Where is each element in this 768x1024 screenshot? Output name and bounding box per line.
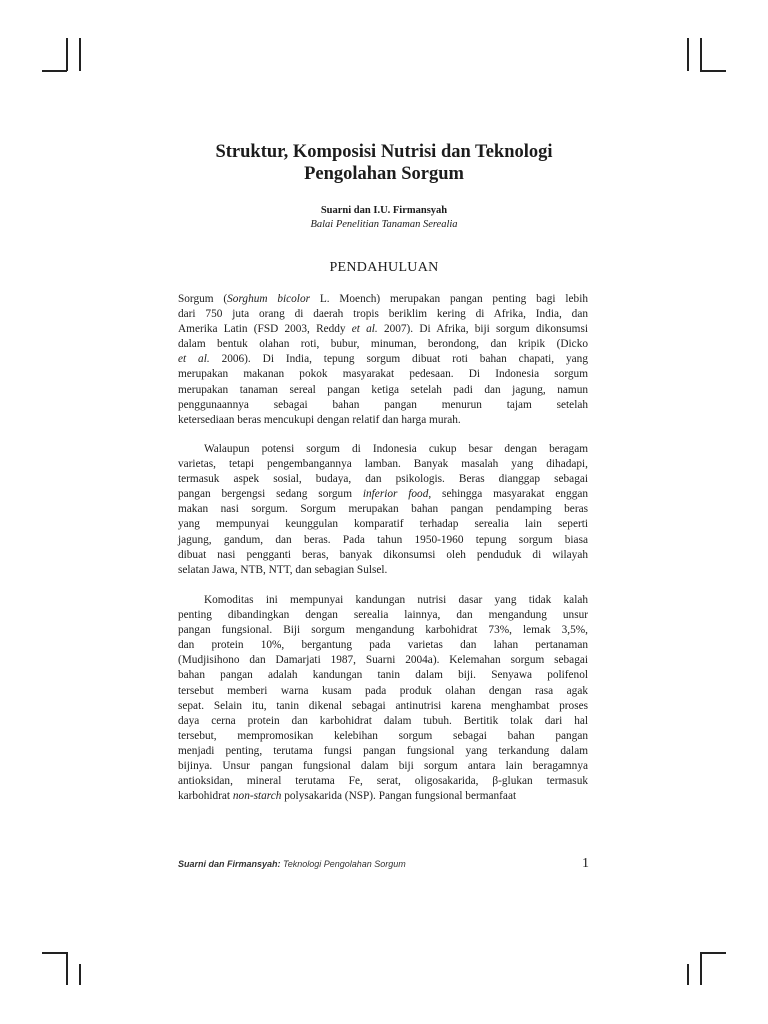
text-run: , sehingga masyarakat enggan: [428, 488, 589, 501]
text-run: dari 750 juta orang di daerah tropis beriklim kering di Afrika, India, dan: [178, 308, 588, 321]
text-run: bijinya. Unsur pangan fungsional dalam biji sorgum antara lain beragamnya: [178, 760, 588, 773]
text-run: polysakarida (NSP). Pangan fungsional bermanfaat: [281, 790, 517, 803]
footer-authors: Suarni dan Firmansyah: [178, 859, 278, 869]
text-line: [178, 548, 588, 563]
text-line: [178, 442, 588, 457]
text-line: [178, 744, 588, 759]
text-run: menjadi penting, terutama fungsi pangan fungsional yang terkandung dalam: [178, 744, 588, 757]
text-run: merupakan tanaman sereal pangan ketiga setelah padi dan jagung, namun: [178, 383, 588, 396]
text-run: daya cerna protein dan karbohidrat dalam tubuh. Bertitik tolak dari hal: [178, 714, 588, 727]
footer-title: Teknologi Pengolahan Sorgum: [280, 859, 406, 869]
text-line: [178, 517, 588, 532]
crop-mark-line: [700, 952, 726, 954]
text-line: [178, 729, 588, 744]
text-line: [178, 398, 588, 413]
text-run: tersebut memberi warna kusam pada produk olahan dengan rasa agak: [178, 684, 588, 697]
italic-text: Sorghum bicolor: [227, 293, 310, 305]
text-run: tersebut, mempromosikan kelebihan sorgum sebagai bahan pangan: [178, 729, 588, 742]
text-run: Sorgum (: [178, 293, 228, 305]
text-run: dan protein 10%, bergantung pada varietas dan lahan pertanaman: [178, 639, 588, 652]
text-line: [178, 352, 588, 367]
crop-mark-line: [700, 70, 726, 72]
author-affiliation: Balai Penelitian Tanaman Serealia: [310, 219, 458, 230]
text-run: yang mempunyai keunggulan komparatif terhadap serealia lain seperti: [178, 518, 588, 531]
crop-mark-line: [700, 38, 702, 71]
body-paragraph: [178, 292, 588, 428]
body-paragraph: [178, 593, 588, 804]
text-run: bahan pangan adalah kandungan tanin dalam biji. Senyawa polifenol: [178, 669, 588, 682]
text-line: [178, 502, 588, 517]
text-line: [178, 457, 588, 472]
author-names: Suarni dan I.U. Firmansyah: [320, 205, 448, 216]
text-run: karbohidrat: [178, 790, 233, 803]
text-line: [178, 593, 588, 608]
text-line: [178, 472, 588, 487]
text-line: [178, 623, 588, 638]
text-line: [178, 413, 588, 428]
text-line: [178, 292, 588, 307]
text-line: [178, 653, 588, 668]
paper-title-line: Struktur, Komposisi Nutrisi dan Teknologi: [215, 142, 553, 162]
crop-mark-line: [687, 964, 689, 985]
text-line: [178, 322, 588, 337]
italic-text: non-starch: [232, 790, 282, 803]
running-footer: [178, 859, 406, 869]
page-number: 1: [582, 856, 589, 871]
text-line: [178, 759, 588, 774]
text-line: [178, 638, 588, 653]
text-line: [178, 774, 588, 789]
text-run: (Mudjisihono dan Damarjati 1987, Suarni 2004a). Kelemahan sorgum sebagai: [178, 654, 588, 667]
text-run: sepat. Selain itu, tanin dikenal sebagai antinutrisi karena menghambat proses: [178, 699, 588, 712]
text-run: antioksidan, mineral terutama Fe, serat, oligosakarida, β-glukan termasuk: [178, 775, 588, 788]
text-run: 2007). Di Afrika, biji sorgum dikonsumsi: [377, 323, 588, 336]
text-line: [178, 714, 588, 729]
text-run: makan nasi sorgum. Sorgum merupakan bahan pangan pendamping beras: [178, 503, 588, 516]
text-run: Amerika Latin (FSD 2003, Reddy: [178, 323, 352, 336]
text-line: [178, 307, 588, 322]
crop-mark-line: [687, 38, 689, 71]
text-line: [178, 367, 588, 382]
text-run: L. Moench) merupakan pangan penting bagi lebih: [310, 293, 588, 305]
text-line: [178, 699, 588, 714]
text-line: [178, 789, 588, 804]
text-run: merupakan makanan pokok masyarakat pedesaan. Di Indonesia sorgum: [178, 368, 588, 381]
text-line: [178, 608, 588, 623]
text-run: pangan fungsional. Biji sorgum mengandung karbohidrat 73%, lemak 3,5%,: [178, 624, 588, 637]
text-run: penggunaannya sebagai bahan pangan menurun tajam setelah: [178, 398, 588, 411]
text-run: varietas, tetapi pengembangannya lamban. Banyak masalah yang dihadapi,: [178, 458, 588, 471]
text-run: penting dibandingkan dengan serealia lainnya, dan mengandung unsur: [178, 609, 588, 622]
italic-text: inferior food: [362, 488, 429, 501]
crop-mark-line: [700, 952, 702, 985]
text-line: [178, 563, 588, 578]
text-line: [178, 337, 588, 352]
text-run: ketersediaan beras mencukupi dengan relatif dan harga murah.: [178, 413, 461, 426]
text-line: [178, 684, 588, 699]
footer-separator: :: [277, 859, 281, 869]
italic-text: et al.: [178, 353, 210, 366]
text-run: jagung, gandum, dan beras. Pada tahun 1950-1960 tepung sorgum biasa: [178, 533, 588, 546]
body-paragraph: [178, 442, 588, 578]
paper-title-line: Pengolahan Sorgum: [304, 164, 464, 184]
crop-mark-line: [66, 38, 68, 71]
text-run: selatan Jawa, NTB, NTT, dan sebagian Sulsel.: [178, 563, 388, 576]
text-run: Walaupun potensi sorgum di Indonesia cukup besar dengan beragam: [204, 443, 588, 455]
paper-title: [150, 141, 618, 185]
crop-mark-line: [66, 952, 68, 985]
text-line: [178, 668, 588, 683]
text-run: dalam bentuk olahan roti, bubur, minuman, berondong, dan kripik (Dicko: [178, 338, 588, 351]
italic-text: et al.: [351, 323, 378, 336]
crop-mark-line: [42, 70, 67, 72]
text-line: [178, 383, 588, 398]
text-line: [178, 533, 588, 548]
crop-mark-line: [79, 38, 81, 71]
text-run: pangan bergengsi sedang sorgum: [178, 488, 363, 501]
text-run: 2006). Di India, tepung sorgum dibuat roti bahan chapati, yang: [209, 353, 588, 366]
crop-mark-line: [79, 964, 81, 985]
text-line: [178, 487, 588, 502]
text-run: termasuk aspek sosial, budaya, dan psikologis. Beras dianggap sebagai: [178, 473, 588, 486]
section-heading: PENDAHULUAN: [329, 260, 439, 275]
text-run: dibuat nasi pengganti beras, banyak dikonsumsi oleh penduduk di wilayah: [178, 548, 588, 561]
text-run: Komoditas ini mempunyai kandungan nutrisi dasar yang tidak kalah: [204, 594, 588, 606]
crop-mark-line: [42, 952, 67, 954]
